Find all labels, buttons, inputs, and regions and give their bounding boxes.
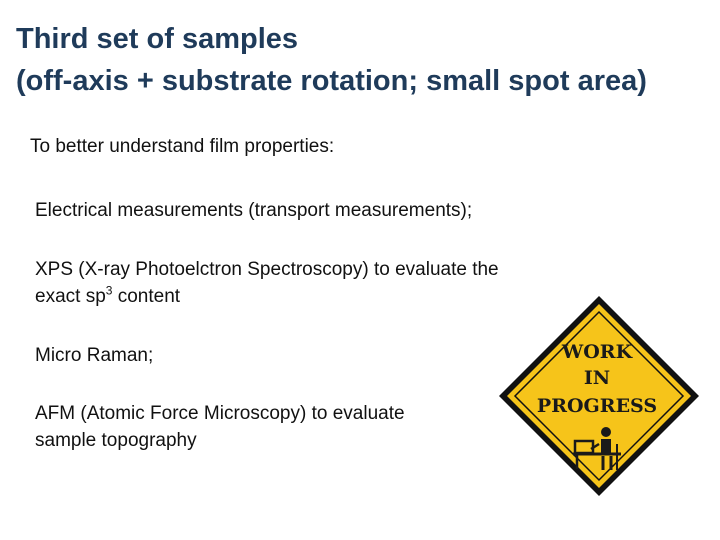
list-item-line: XPS (X-ray Photoelctron Spectroscopy) to evaluate the	[35, 259, 499, 280]
slide-title	[16, 18, 716, 102]
work-in-progress-sign	[493, 294, 720, 500]
list-item-line	[35, 283, 499, 310]
list-item-line: sample topography	[35, 430, 197, 451]
list-item-electrical	[35, 197, 472, 224]
sign-text-progress: PROGRESS	[536, 395, 658, 417]
list-item-text: Micro Raman;	[35, 345, 154, 366]
sign-text-work: WORK	[561, 341, 633, 363]
title-line-2: (off-axis + substrate rotation; small spot area)	[16, 65, 647, 97]
title-line-1: Third set of samples	[16, 23, 299, 55]
list-item-line: AFM (Atomic Force Microscopy) to evaluate	[35, 403, 405, 424]
sign-text-in: IN	[583, 367, 611, 389]
list-item-afm	[35, 400, 405, 454]
intro-text: To better understand film properties:	[30, 136, 335, 157]
list-item-xps	[35, 256, 499, 310]
superscript: 3	[105, 283, 113, 298]
list-item-raman	[35, 342, 153, 369]
xps-text-pre: exact sp	[35, 286, 106, 307]
list-item-text: Electrical measurements (transport measurements);	[35, 200, 473, 221]
xps-text-post: content	[112, 286, 181, 307]
